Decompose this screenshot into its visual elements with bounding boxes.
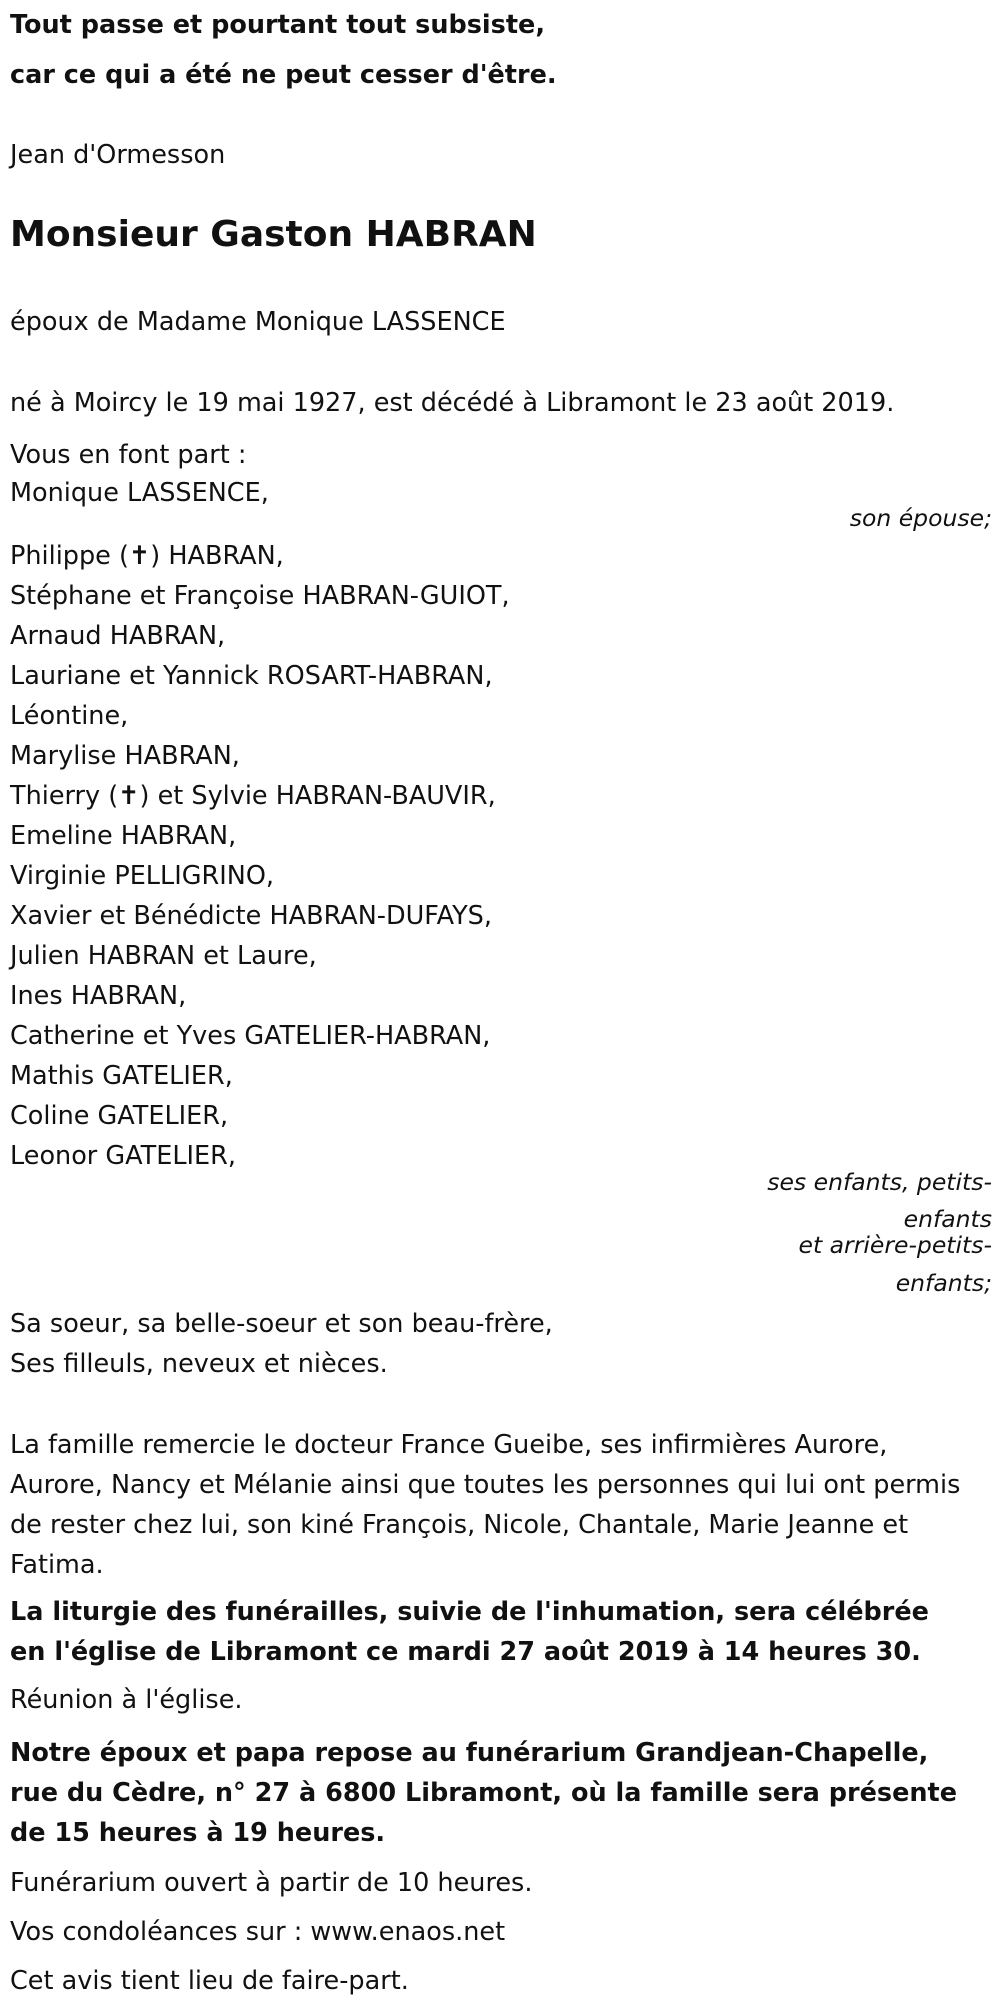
family-member: Coline GATELIER, xyxy=(10,1101,229,1131)
family-member: Mathis GATELIER, xyxy=(10,1061,233,1091)
announcement-intro: Vous en font part : xyxy=(10,440,247,470)
family-member: Virginie PELLIGRINO, xyxy=(10,861,274,891)
relatives-line-1: Sa soeur, sa belle-soeur et son beau-frère, xyxy=(10,1309,553,1339)
family-member: Thierry (✝) et Sylvie HABRAN-BAUVIR, xyxy=(10,781,496,811)
family-member: Emeline HABRAN, xyxy=(10,821,237,851)
liturgy-paragraph: La liturgie des funérailles, suivie de l'inhumation, sera célébrée en l'église de Libramont ce mardi 27 août 2019 à 14 heures 30. xyxy=(10,1597,929,1667)
family-member: Julien HABRAN et Laure, xyxy=(10,941,317,971)
family-member: Xavier et Bénédicte HABRAN-DUFAYS, xyxy=(10,901,492,931)
family-member: Léontine, xyxy=(10,701,129,731)
family-role-line-4: enfants; xyxy=(895,1269,992,1297)
birth-death-line: né à Moircy le 19 mai 1927, est décédé à Libramont le 23 août 2019. xyxy=(10,388,895,418)
spouse-name: Monique LASSENCE, xyxy=(10,478,269,508)
family-member: Leonor GATELIER, xyxy=(10,1141,236,1171)
notice-line: Cet avis tient lieu de faire-part. xyxy=(10,1966,409,1996)
funerarium-paragraph: Notre époux et papa repose au funérarium Grandjean-Chapelle, rue du Cèdre, n° 27 à 6800 Libramont, où la famille sera présente de 15 heures à 19 heures. xyxy=(10,1738,957,1848)
family-member: Arnaud HABRAN, xyxy=(10,621,226,651)
family-member: Philippe (✝) HABRAN, xyxy=(10,541,284,571)
relatives-line-2: Ses filleuls, neveux et nièces. xyxy=(10,1349,388,1379)
family-role-line-2: enfants xyxy=(903,1205,992,1233)
thanks-paragraph: La famille remercie le docteur France Gueibe, ses infirmières Aurore, Aurore, Nancy et Mélanie ainsi que toutes les personnes qui lui ont permis de rester chez lui, son kiné François, Nicole, Chantale, Marie Jeanne et Fatima. xyxy=(10,1430,961,1580)
family-member: Lauriane et Yannick ROSART-HABRAN, xyxy=(10,661,493,691)
quote-line-1: Tout passe et pourtant tout subsiste, xyxy=(10,10,546,40)
quote-line-2: car ce qui a été ne peut cesser d'être. xyxy=(10,60,557,90)
family-role-line-1: ses enfants, petits- xyxy=(767,1168,992,1196)
family-member: Marylise HABRAN, xyxy=(10,741,240,771)
spouse-role: son épouse; xyxy=(849,504,992,532)
deceased-name: Monsieur Gaston HABRAN xyxy=(10,214,537,255)
quote-author: Jean d'Ormesson xyxy=(10,140,226,170)
family-member: Stéphane et Françoise HABRAN-GUIOT, xyxy=(10,581,510,611)
family-member: Ines HABRAN, xyxy=(10,981,187,1011)
meeting-line: Réunion à l'église. xyxy=(10,1685,243,1715)
condolences-line: Vos condoléances sur : www.enaos.net xyxy=(10,1917,506,1947)
family-member: Catherine et Yves GATELIER-HABRAN, xyxy=(10,1021,491,1051)
opening-hours-line: Funérarium ouvert à partir de 10 heures. xyxy=(10,1868,533,1898)
spouse-line: époux de Madame Monique LASSENCE xyxy=(10,307,506,337)
family-role-line-3: et arrière-petits- xyxy=(798,1231,992,1259)
